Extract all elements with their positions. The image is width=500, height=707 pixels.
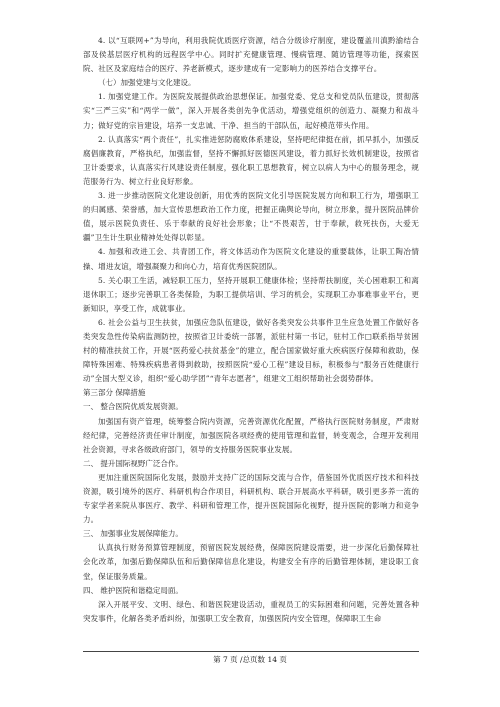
paragraph-budget-logistics: 认真执行财务预算管理制度，预留医院发展经费，保障医院建设需要，进一步深化后勤保障社会化改革，加强后勤保障队伍和后勤保障信息化建设，构建安全有序的后勤管理体制，建设职工食堂，保证服务质量。 [83,543,419,581]
subheading-stability: 四、 维护医院和谐稳定局面。 [83,585,183,595]
subheading-integrate-resources: 一、 整合医院优质发展资源。 [83,402,183,412]
page-number-label: 第 7 页 /总页数 14 页 [213,655,287,664]
paragraph-union-youth: 4. 加强和改进工会、共青团工作，将文体活动作为医院文化建设的重要载体，让职工陶冶情操、增进友谊，增强凝聚力和向心力，培育优秀医院团队。 [83,247,419,271]
paragraph-asset-management: 加强国有资产管理，统筹整合院内资源，完善资源优化配置，严格执行医院财务制度，严肃财经纪律，完善经济责任审计制度，加强医院各项经费的使用管理和监督，转变观念，合理开发利用社会资源，寻求各级政府部门，领导的支持服务医院事业发展。 [83,416,419,454]
subheading-international: 二、 提升国际视野广泛合作。 [83,458,183,468]
paragraph-international-cooperation: 更加注重医院国际化发展，鼓励并支持广泛的国际交流与合作，借鉴国外优质医疗技术和科技资源，吸引境外的医疗、科研机构合作项目，科研机构、联合开展高水平科研，吸引更多养一流的专家学者来院从事医疗、教学、科研和管理工作，提升医院国际化视野，提升医院的影响力和竞争力。 [83,472,419,525]
section-heading-party-culture: （七）加强党建与文化建设。 [98,78,196,88]
paragraph-staff-care: 5. 关心职工生活，减轻职工压力，坚持开展职工健康体检；坚持帮扶制度，关心困难职工和离退休职工；逐步完善职工各类保险，为职工提供培训、学习的机会，实现职工办事难事业平台，更新知识，享受工作，成就事业。 [83,275,419,313]
page-footer [0,655,500,665]
footer-rule [83,651,419,652]
subheading-support-capacity: 三、 加强事业发展保障能力。 [83,529,183,539]
paragraph-safety: 深入开展平安、文明、绿色、和谐医院建设活动，重视员工的实际困难和问题，完善处置各种突发事件，化解各类矛盾纠纷，加强职工安全教育，加强医院内安全管理，保障职工生命 [83,599,419,623]
paragraph-public-welfare: 6. 社会公益与卫生扶贫，加强应急队伍建设，做好各类突发公共事件卫生应急处置工作做好各类突发急性传染病监测防控，按照省卫计委统一部署，派驻村第一书记，驻村工作□联系指导贫困村的精准扶贫工作，开展“医药爱心扶贫基金”的建立，配合国家做好重大疾病医疗保障和救助，保障特殊困难、特殊疾病患者得到救助，按照医院“爱心工程”建设目标，积极参与“服务百姓健康行动”全国大型义诊，组织“爱心助学团”“青年志愿者”，组建文工组织帮助社会弱势群体。 [83,317,419,384]
paragraph-party-building: 1. 加强党建工作。为医院发展提供政治思想保证。加强党委、党总支和党员队伍建设，贯彻落实“三严三实”和“两学一做”，深入开展各类创先争优活动，增强党组织的创造力、凝聚力和战斗力；做好党的宗旨建设，培养一支忠诚、干净、担当的干部队伍，起好模范带头作用。 [83,92,419,130]
paragraph-internet-plus: 4. 以“互联网+”为导向，利用我院优质医疗资源，结合分级诊疗制度，建设覆盖川滇黔渝结合部及侯基层医疗机构的远程医学中心。同时扩充健康管理、慢病管理、随访管理等功能，探索医院、社区及家庭结合的医疗、养老新模式，逐步建成有一定影响力的医养结合支撑平台。 [83,36,419,74]
paragraph-hospital-culture: 3. 进一步推动医院文化建设创新，用优秀的医院文化引导医院发展方向和职工行为，增强职工的归属感、荣誉感，加大宣传思想政治工作力度，把握正确舆论导向，树立形象，提升医院品牌价值，展示医院负责任、乐于奉献的良好社会形象；让“不畏艰苦，甘于奉献，救死扶伤，大爱无疆”卫生计生职业精神处处得以彰显。 [83,191,419,243]
page-content [83,34,419,626]
paragraph-two-responsibilities: 2. 认真落实“两个责任”，扎实推进惩防腐败体系建设，坚持吧纪律挺在前，抓早抓小，加强反腐倡廉教育，严格执纪，加强监督，坚持不懈抓好医德医风建设，着力抓好长效机制建设，按照省卫计委要求，认真落实行风建设责任制度，强化职工思想教育，树立以病人为中心的服务理念，规范服务行为、树立行业良好形象。 [83,134,419,186]
part-heading-safeguards: 第三部分 保障措施 [83,388,146,398]
